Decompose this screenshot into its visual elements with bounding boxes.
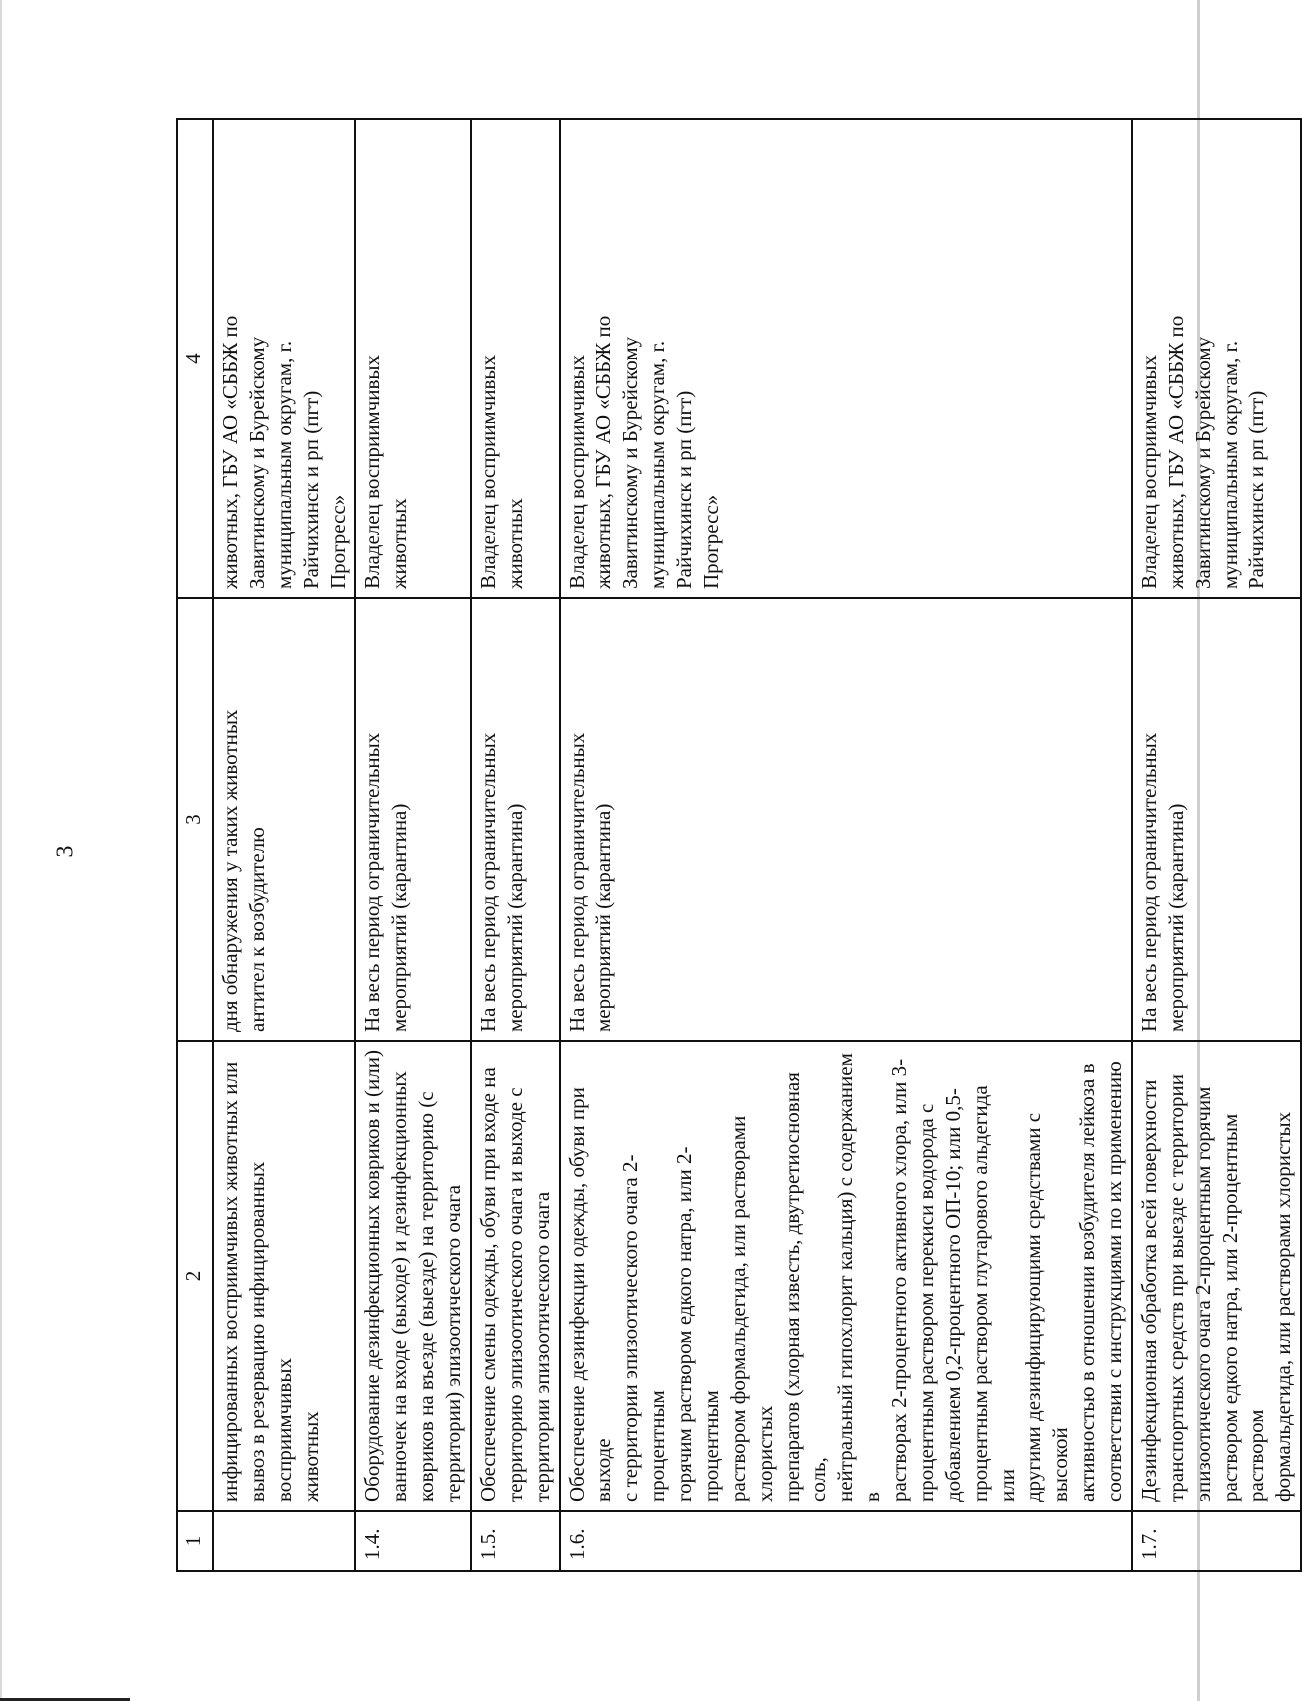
- responsible-cell: [355, 119, 471, 598]
- period-cell: [471, 598, 560, 1041]
- responsible-text: Владелец восприимчивых животных, ГБУ АО «СББЖ по Завитинскому и Бурейскому муниципальным округам, г. Райчихинск и рп (пгт) Прогресс»: [564, 315, 723, 589]
- measure-text: Обеспечение дезинфекции одежды, обуви при выходе с территории эпизоотического очага 2-процентным горячим раствором едкого натра, или 2-процентным раствором формальдегида, или растворами хлористых препаратов (хлорная известь, двутретиосновная соль, нейтральный гипохлорит кальция) с содержанием в растворах 2-процентного активного хлора, или 3- процентным раствором перекиси водорода с добавлением 0,2-процентного ОП-10; или 0,5- процентным раствором глутарового альдегида или другими дезинфицирующими средствами с высокой активностью в отношении возбудителя лейкоза в соответствии с инструкциями по их применению: [564, 1053, 1126, 1502]
- table-row: [213, 119, 355, 1571]
- measure-cell: [560, 1041, 1132, 1511]
- row-number: 1.5.: [471, 1511, 560, 1571]
- period-text: На весь период ограничительных мероприятий (карантина): [475, 732, 527, 1032]
- header-cell-1: 1: [177, 1511, 213, 1571]
- period-text: На весь период ограничительных мероприятий (карантина): [360, 732, 412, 1032]
- period-cell: [1132, 598, 1301, 1041]
- table-row: [471, 119, 560, 1571]
- table-header-row: [177, 119, 213, 1571]
- period-cell: [355, 598, 471, 1041]
- responsible-text: животных, ГБУ АО «СББЖ по Завитинскому и Бурейскому муниципальным округам, г. Райчихинск и рп (пгт) Прогресс»: [218, 315, 350, 589]
- header-cell-3: 3: [177, 598, 213, 1041]
- period-text: На весь период ограничительных мероприятий (карантина): [1136, 732, 1188, 1032]
- measures-table: [176, 118, 1302, 1572]
- measure-text: Дезинфекционная обработка всей поверхности транспортных средств при выезде с территории эпизоотического очага 2-процентным горячим раствором едкого натра, или 2-процентным раствором формальдегида, или растворами хлористых: [1136, 1074, 1296, 1502]
- measure-cell: [355, 1041, 471, 1511]
- measure-cell: [213, 1041, 355, 1511]
- scan-edge-left: [0, 0, 2, 1701]
- measure-cell: [471, 1041, 560, 1511]
- period-text: На весь период ограничительных мероприятий (карантина): [564, 732, 616, 1032]
- table-row: [1132, 119, 1301, 1571]
- page-number: 3: [52, 845, 79, 858]
- responsible-cell: [560, 119, 1132, 598]
- responsible-text: Владелец восприимчивых животных, ГБУ АО «СББЖ по Завитинскому и Бурейскому муниципальным округам, г. Райчихинск и рп (пгт): [1136, 315, 1269, 589]
- header-cell-2: 2: [177, 1041, 213, 1511]
- table-row: [560, 119, 1132, 1571]
- measure-text: инфицированных восприимчивых животных или вывоз в резервацию инфицированных восприимчивых животных: [218, 1061, 323, 1502]
- table-row: [355, 119, 471, 1571]
- responsible-cell: [213, 119, 355, 598]
- period-cell: [560, 598, 1132, 1041]
- row-number: 1.6.: [560, 1511, 1132, 1571]
- measure-text: Оборудование дезинфекционных ковриков и (или) ванночек на входе (выходе) и дезинфекционных ковриков на въезде (выезде) на территорию (с территории) эпизоотического очага: [360, 1050, 465, 1502]
- header-cell-4: 4: [177, 119, 213, 598]
- responsible-cell: [1132, 119, 1301, 598]
- measure-cell: [1132, 1041, 1301, 1511]
- rotated-table-wrapper: [176, 120, 1296, 1572]
- row-number: 1.4.: [355, 1511, 471, 1571]
- responsible-cell: [471, 119, 560, 598]
- row-number: [213, 1511, 355, 1571]
- row-number: 1.7.: [1132, 1511, 1301, 1571]
- period-cell: [213, 598, 355, 1041]
- responsible-text: Владелец восприимчивых животных: [360, 354, 412, 589]
- measure-text: Обеспечение смены одежды, обуви при входе на территорию эпизоотического очага и выходе с территории эпизоотического очага: [475, 1067, 554, 1502]
- responsible-text: Владелец восприимчивых животных: [475, 354, 527, 589]
- period-text: дня обнаружения у таких животных антител к возбудителю: [218, 709, 269, 1032]
